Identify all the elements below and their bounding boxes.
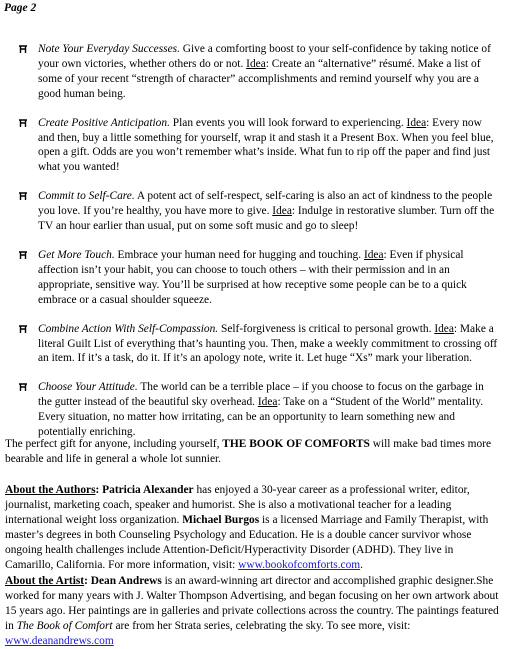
tip-title: Commit to Self-Care. — [38, 190, 135, 203]
bullet-icon — [18, 118, 28, 128]
tip-idea: : Even if physical affection isn’t your habit, you can choose to touch others – with their permission and in an appropriate, sensitive way. You’ll be surprised at how receptive some people can be to a quick embrace or a casual shoulder squeeze. — [38, 248, 467, 306]
tip-idea: : Indulge in restorative slumber. Turn off the TV an hour earlier than usual, put on some soft music and go to sleep! — [38, 205, 495, 233]
page-number: Page 2 — [4, 2, 37, 14]
idea-label: Idea — [434, 322, 454, 335]
tip-item — [0, 42, 507, 102]
tip-idea: : Take on a “Student of the World” mentality. Every situation, no matter how irritating, can be an opportunity to learn something new and potentially enriching. — [38, 396, 484, 439]
tip-idea: : Create an “alternative” résumé. Make a list of some of your recent “strength of character” accomplishments and remind yourself why you are a good human being. — [38, 57, 481, 100]
tips-list — [0, 42, 507, 454]
tip-lead: Embrace your human need for hugging and touching. — [114, 248, 364, 261]
tip-title: Note Your Everyday Successes. — [38, 43, 180, 55]
tip-title: Combine Action With Self-Compassion. — [38, 322, 219, 335]
artist-heading: About the Artist — [5, 575, 85, 587]
gift-text-after: will make bad times more bearable and life in general a whole lot sunnier. — [5, 438, 492, 465]
bullet-icon — [18, 191, 28, 201]
authors-end: . — [360, 558, 364, 571]
artist-bio-1: is an award-winning art director and accomplished graphic designer.She worked for many years with J. Walter Thompson Advertising, and began focusing on her own artwork about 15 years ago. Her paintings are in galleries and private collections across the country. The paintings featured in — [5, 575, 499, 632]
book-title: THE BOOK OF COMFORTS — [222, 438, 370, 450]
authors-heading: About the Authors — [5, 484, 96, 496]
bullet-icon — [18, 250, 28, 260]
gift-paragraph — [5, 437, 500, 467]
tip-title: Choose Your Attitude. — [38, 381, 138, 394]
idea-label: Idea — [406, 116, 427, 129]
idea-label: Idea — [257, 396, 278, 409]
author-bio-2: is a licensed Marriage and Family Therapist, with master’s degrees in both Counseling Psychology and Education. He is a double cancer survivor whose ongoing health challenges include Attention-Deficit/Hyperactivity Disorder (ADHD). They live in Camarillo, California. For more information, visit: — [5, 513, 489, 571]
author-name-1: Patricia Alexander — [102, 484, 194, 496]
idea-label: Idea — [246, 57, 266, 70]
tip-item — [0, 322, 507, 367]
idea-label: Idea — [363, 248, 384, 261]
authors-colon: : — [95, 484, 103, 496]
bullet-icon — [18, 382, 28, 392]
tip-idea: : Make a literal Guilt List of everything that’s haunting you. Then, make a weekly commitment to crossing off an item. If it’s a task, do it. If it’s an apology note, write it. Let huge “Xs” mark your liberation. — [38, 322, 498, 365]
tip-lead: A potent act of self-respect, self-caring is also an act of kindness to the people you love. If you’re healthy, you have more to give. — [38, 190, 493, 218]
about-artist-paragraph — [5, 574, 500, 649]
gift-text-before: The perfect gift for anyone, including yourself, — [5, 438, 223, 450]
tip-title: Get More Touch. — [38, 248, 115, 261]
idea-label: Idea — [272, 205, 292, 218]
bullet-icon — [18, 324, 28, 334]
artist-name: Dean Andrews — [90, 575, 162, 587]
bullet-icon — [18, 44, 28, 54]
tip-lead: Give a comforting boost to your self-confidence by taking notice of your own victories, whether others do or not. — [38, 43, 491, 70]
tip-item — [0, 116, 507, 176]
artist-bio-2: are from her Strata series, celebrating the sky. To see more, visit: — [112, 619, 411, 632]
tip-lead: Self-forgiveness is critical to personal growth. — [218, 322, 435, 335]
about-authors-paragraph — [5, 483, 500, 572]
tip-item — [0, 189, 507, 234]
artist-book-title: The Book of Comfort — [16, 619, 113, 632]
artist-colon: : — [84, 575, 91, 587]
tip-item — [0, 248, 507, 308]
authors-website-link[interactable]: www.bookofcomforts.com — [238, 558, 361, 571]
tip-idea: : Every now and then, buy a little something for yourself, wrap it and stash it a Present Box. When you feel blue, open a gift. Odds are you won’t remember what’s inside. What fun to rip off the paper and find just what you wanted! — [38, 116, 494, 174]
tip-item — [0, 380, 507, 440]
tip-title: Create Positive Anticipation. — [38, 116, 170, 129]
author-name-2: Michael Burgos — [182, 513, 260, 526]
author-bio-1: has enjoyed a 30-year career as a professional writer, editor, journalist, marketing coach, speaker and humorist. She is also a motivational teacher for a leading international weight loss organization. — [5, 484, 470, 526]
tip-lead: Plan events you will look forward to experiencing. — [169, 116, 407, 129]
artist-website-link[interactable]: www.deanandrews.com — [5, 634, 114, 647]
tip-lead: The world can be a terrible place – if you choose to focus on the garbage in the gutter instead of the beautiful sky overhead. — [38, 381, 484, 409]
